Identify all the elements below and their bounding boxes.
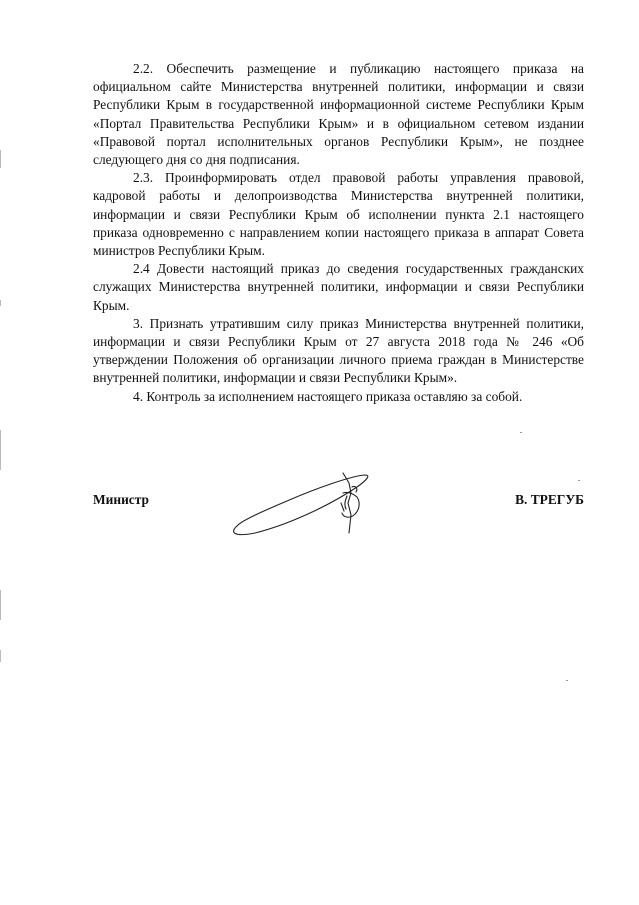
paragraph-2-3: 2.3. Проинформировать отдел правовой работы управления правовой, кадровой работы и делопроизводства Министерства внутренней политики, информации и связи Республики Крым об исполнении пункта 2.1 настоящего приказа одновременно с направлением копии настоящего приказа в аппарат Совета министров Республики Крым. [93,170,584,259]
paragraph-2-2: 2.2. Обеспечить размещение и публикацию настоящего приказа на официальном сайте Министерства внутренней политики, информации и связи Республики Крым в государственной информационной системе Республики Крым «Портал Правительства Республики Крым» и в официальном сетевом издании «Правовой портал исполнительных органов Республики Крым», не позднее следующего дня со дня подписания. [93,61,584,168]
paragraph-2-4: 2.4 Довести настоящий приказ до сведения государственных гражданских служащих Министерства внутренней политики, информации и связи Республики Крым. [93,261,584,313]
scan-edge-mark [0,150,1,168]
signer-position: Министр [93,492,149,507]
scan-edge-mark [0,300,1,306]
scan-speck [566,680,568,681]
scan-edge-mark [0,430,1,470]
scan-edge-mark [0,650,1,662]
scan-speck [520,432,522,433]
handwritten-signature [225,463,385,543]
paragraph-3: 3. Признать утратившим силу приказ Министерства внутренней политики, информации и связи Республики Крым от 27 августа 2018 года № 246 «Об утверждении Положения об организации личного приема граждан в Министерстве внутренней политики, информации и связи Республики Крым». [93,315,584,386]
scan-speck [578,480,580,481]
scan-edge-mark [0,590,1,620]
paragraph-4: 4. Контроль за исполнением настоящего приказа оставляю за собой. [133,388,523,404]
document-body [93,60,584,406]
signer-name: В. ТРЕГУБ [515,492,584,507]
